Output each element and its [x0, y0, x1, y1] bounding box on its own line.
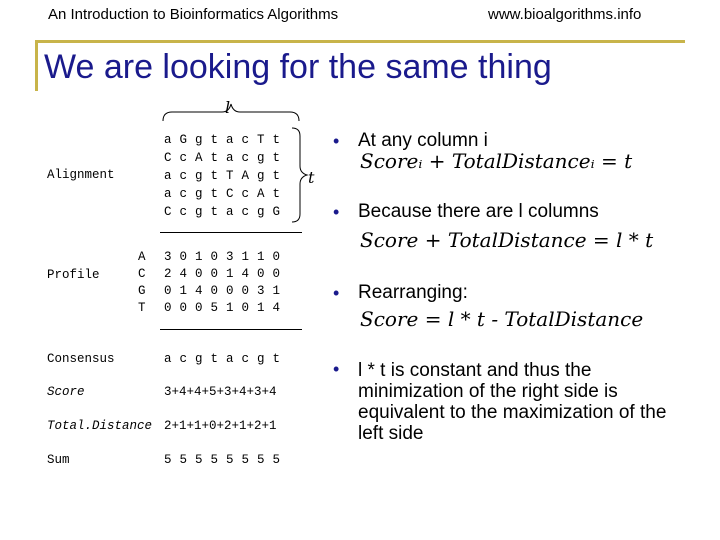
header-website: www.bioalgorithms.info	[488, 6, 642, 23]
l-label: l	[225, 98, 231, 117]
alignment-cell: a	[164, 169, 172, 183]
alignment-cell: c	[241, 187, 250, 201]
alignment-cell: c	[179, 187, 188, 201]
alignment-row	[164, 151, 288, 165]
alignment-cell: G	[272, 205, 281, 219]
profile-row	[138, 301, 288, 315]
alignment-cell: C	[164, 205, 172, 219]
consensus-cell: g	[257, 352, 265, 366]
profile-cell: 0	[164, 284, 172, 298]
t-label: t	[308, 168, 315, 187]
score-label: Score	[47, 385, 85, 399]
alignment-cell: c	[179, 151, 188, 165]
alignment-label: Alignment	[47, 168, 115, 182]
alignment-cell: t	[272, 151, 281, 165]
sum-cell: 5	[226, 453, 234, 467]
alignment-cell: c	[241, 205, 250, 219]
bullet-equation-3: Score = l * t - TotalDistance	[360, 307, 644, 331]
alignment-cell: T	[257, 133, 265, 147]
bullet-equation-1: Scoreᵢ + TotalDistanceᵢ = t	[360, 149, 633, 173]
profile-cell: 0	[195, 267, 203, 281]
sum-cell: 5	[195, 453, 203, 467]
profile-cell: 0	[272, 250, 281, 264]
profile-cell: 0	[164, 301, 172, 315]
alignment-cell: t	[210, 151, 219, 165]
profile-divider	[160, 329, 302, 330]
bullet-text-3: Rearranging:	[358, 282, 468, 303]
alignment-cell: t	[210, 205, 219, 219]
sum-values	[164, 453, 288, 467]
consensus-cell: c	[241, 352, 250, 366]
profile-cell: 4	[179, 267, 188, 281]
alignment-cell: g	[257, 205, 265, 219]
profile-cell: 3	[257, 284, 265, 298]
consensus-cell: a	[226, 352, 234, 366]
profile-label: Profile	[47, 268, 100, 282]
consensus-label: Consensus	[47, 352, 115, 366]
alignment-cell: a	[164, 187, 172, 201]
profile-row	[138, 267, 288, 281]
alignment-divider	[160, 232, 302, 233]
profile-cell: 3	[226, 250, 234, 264]
profile-cell: 1	[272, 284, 281, 298]
alignment-cell: c	[179, 169, 188, 183]
sum-cell: 5	[241, 453, 250, 467]
total-distance-value: 2+1+1+0+2+1+2+1	[164, 419, 277, 433]
sum-cell: 5	[272, 453, 281, 467]
slide-title: We are looking for the same thing	[44, 48, 552, 86]
bullet-marker-1: •	[333, 131, 340, 151]
alignment-cell: t	[272, 169, 281, 183]
alignment-cell: t	[272, 187, 281, 201]
alignment-cell: t	[210, 169, 219, 183]
sum-cell: 5	[257, 453, 265, 467]
profile-cell: 0	[179, 301, 188, 315]
alignment-cell: g	[195, 205, 203, 219]
alignment-row	[164, 133, 288, 147]
profile-cell: 1	[226, 301, 234, 315]
alignment-cell: g	[257, 169, 265, 183]
alignment-cell: a	[164, 133, 172, 147]
alignment-cell: t	[210, 187, 219, 201]
bullet-marker-2: •	[333, 202, 340, 222]
bullet-marker-4: •	[333, 359, 340, 379]
sum-label: Sum	[47, 453, 70, 467]
right-brace	[292, 128, 307, 222]
header-course-title: An Introduction to Bioinformatics Algorithms	[48, 6, 339, 23]
total-distance-label: Total.Distance	[47, 419, 153, 433]
profile-cell: 4	[195, 284, 203, 298]
bullet-equation-2: Score + TotalDistance = l * t	[360, 228, 654, 252]
consensus-sequence	[164, 352, 288, 366]
alignment-cell: G	[179, 133, 188, 147]
profile-cell: 1	[241, 250, 250, 264]
profile-cell: 0	[241, 284, 250, 298]
profile-base-label: T	[138, 301, 146, 315]
profile-cell: 5	[210, 301, 219, 315]
profile-cell: 0	[210, 250, 219, 264]
alignment-cell: t	[210, 133, 219, 147]
sum-cell: 5	[210, 453, 219, 467]
bullet-text-2: Because there are l columns	[358, 201, 599, 222]
alignment-cell: c	[179, 205, 188, 219]
bullet-marker-3: •	[333, 283, 340, 303]
alignment-cell: c	[241, 133, 250, 147]
profile-cell: 1	[195, 250, 203, 264]
consensus-cell: c	[179, 352, 188, 366]
alignment-cell: C	[226, 187, 234, 201]
alignment-row	[164, 205, 288, 219]
alignment-cell: A	[195, 151, 203, 165]
profile-row	[138, 250, 288, 264]
profile-cell: 0	[241, 301, 250, 315]
alignment-cell: c	[241, 151, 250, 165]
profile-cell: 0	[226, 284, 234, 298]
bullet-text-4: l * t is constant and thus the minimization of the right side is equivalent to the maximization of the left side	[358, 360, 667, 444]
profile-cell: 1	[257, 301, 265, 315]
sum-cell: 5	[164, 453, 172, 467]
profile-row	[138, 284, 288, 298]
alignment-row	[164, 187, 288, 201]
alignment-cell: a	[226, 205, 234, 219]
alignment-cell: g	[195, 169, 203, 183]
consensus-cell: t	[210, 352, 219, 366]
consensus-cell: t	[272, 352, 281, 366]
consensus-cell: a	[164, 352, 172, 366]
profile-cell: 4	[241, 267, 250, 281]
alignment-cell: A	[241, 169, 250, 183]
profile-cell: 0	[179, 250, 188, 264]
alignment-cell: C	[164, 151, 172, 165]
alignment-cell: A	[257, 187, 265, 201]
profile-cell: 1	[179, 284, 188, 298]
profile-cell: 0	[210, 284, 219, 298]
alignment-cell: a	[226, 133, 234, 147]
alignment-cell: g	[195, 187, 203, 201]
alignment-cell: g	[195, 133, 203, 147]
profile-cell: 2	[164, 267, 172, 281]
sum-cell: 5	[179, 453, 188, 467]
profile-base-label: A	[138, 250, 146, 264]
profile-cell: 0	[195, 301, 203, 315]
bullet-text-1: At any column i	[358, 130, 488, 151]
profile-cell: 3	[164, 250, 172, 264]
alignment-cell: a	[226, 151, 234, 165]
alignment-cell: t	[272, 133, 281, 147]
profile-base-label: C	[138, 267, 146, 281]
profile-cell: 1	[257, 250, 265, 264]
consensus-cell: g	[195, 352, 203, 366]
alignment-cell: g	[257, 151, 265, 165]
top-brace	[163, 104, 299, 121]
score-value: 3+4+4+5+3+4+3+4	[164, 385, 277, 399]
profile-cell: 1	[226, 267, 234, 281]
profile-cell: 0	[210, 267, 219, 281]
profile-base-label: G	[138, 284, 146, 298]
alignment-row	[164, 169, 288, 183]
alignment-cell: T	[226, 169, 234, 183]
profile-cell: 0	[272, 267, 281, 281]
profile-cell: 4	[272, 301, 281, 315]
profile-cell: 0	[257, 267, 265, 281]
